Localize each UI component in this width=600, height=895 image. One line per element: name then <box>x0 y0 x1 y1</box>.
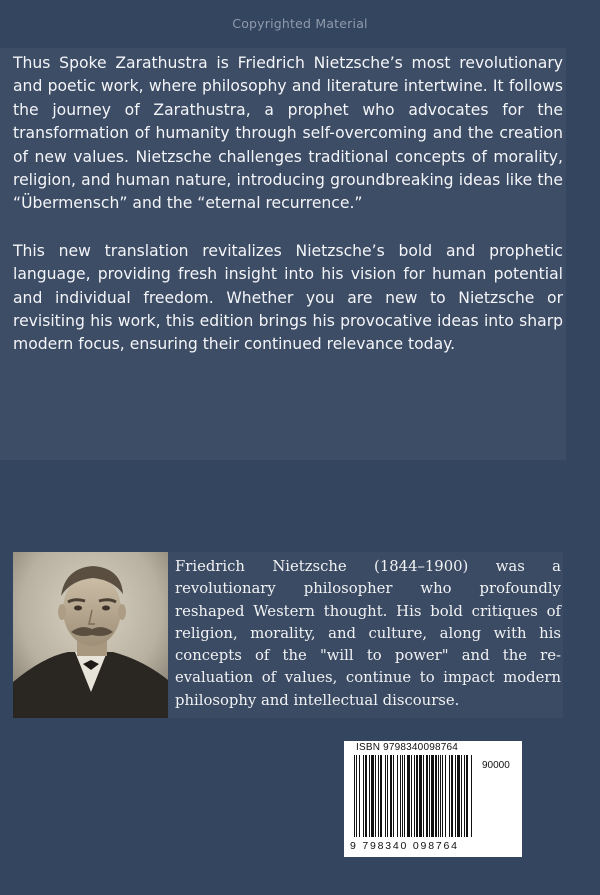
barcode-bar <box>461 755 462 837</box>
author-portrait <box>13 552 168 718</box>
barcode-bar <box>356 755 357 837</box>
price-code: 90000 <box>482 760 510 771</box>
barcode-bar <box>378 755 379 837</box>
barcode-bar <box>429 755 430 837</box>
barcode-bar <box>407 755 410 837</box>
barcode-bar <box>365 755 367 837</box>
author-bio <box>175 556 561 712</box>
description-paragraph-1: Thus Spoke Zarathustra is Friedrich Nietzsche’s most revolutionary and poetic work, where philosophy and literature intertwine. It follows the journey of Zarathustra, a prophet who advocates for the transformation of humanity through self-overcoming and the creation of new values. Nietzsche challenges traditional concepts of morality, religion, and human nature, introducing groundbreaking ideas like the “Übermensch” and the “eternal recurrence.” <box>13 54 563 213</box>
barcode-bar <box>449 755 450 837</box>
barcode-bar <box>445 755 446 837</box>
barcode-bar <box>466 755 468 837</box>
barcode-bar <box>369 755 370 837</box>
barcode-bar <box>402 755 403 837</box>
barcode-bar <box>380 755 382 837</box>
book-description <box>13 52 563 381</box>
copyright-watermark: Copyrighted Material <box>232 16 368 31</box>
description-paragraph-2: This new translation revitalizes Nietzsche’s bold and prophetic language, providing fresh insight into his vision for human potential and individual freedom. Whether you are new to Nietzsche or revisiting his work, this edition brings his provocative ideas into sharp modern focus, ensuring their continued relevance today. <box>13 241 563 354</box>
barcode-bar <box>385 755 386 837</box>
barcode-bar <box>414 755 415 837</box>
barcode-bar <box>411 755 412 837</box>
barcode-bar <box>363 755 364 837</box>
barcode-bar <box>387 755 388 837</box>
barcode-bar <box>400 755 401 837</box>
barcode-bar <box>438 755 439 837</box>
barcode-bar <box>431 755 434 837</box>
barcode-bar <box>354 755 355 837</box>
author-bio-text: Friedrich Nietzsche (1844–1900) was a revolutionary philosopher who profoundly reshaped Western thought. His bold critiques of religion, morality, and culture, along with his concepts of the "will to power" and the re-evaluation of values, continue to impact modern philosophy and intellectual discourse. <box>175 558 561 709</box>
barcode-bar <box>455 755 456 837</box>
barcode-bar <box>464 755 465 837</box>
barcode-bar <box>451 755 453 837</box>
barcode-bar <box>423 755 424 837</box>
barcode-bar <box>416 755 418 837</box>
barcode-bar <box>442 755 443 837</box>
barcode-bar <box>390 755 392 837</box>
isbn-label: ISBN 9798340098764 <box>356 742 459 753</box>
barcode-bar <box>426 755 428 837</box>
barcode-bars <box>354 755 472 842</box>
barcode-bar <box>419 755 422 837</box>
barcode-bar <box>371 755 374 837</box>
barcode-bar <box>440 755 441 837</box>
barcode-bar <box>375 755 376 837</box>
barcode-bar <box>404 755 405 837</box>
barcode-bar <box>397 755 398 837</box>
barcode-bar <box>435 755 437 837</box>
barcode-bar <box>359 755 360 837</box>
barcode-digits: 9 798340 098764 <box>350 840 459 852</box>
barcode-bar <box>457 755 460 837</box>
barcode-bar <box>471 755 472 837</box>
barcode-bar <box>393 755 394 837</box>
